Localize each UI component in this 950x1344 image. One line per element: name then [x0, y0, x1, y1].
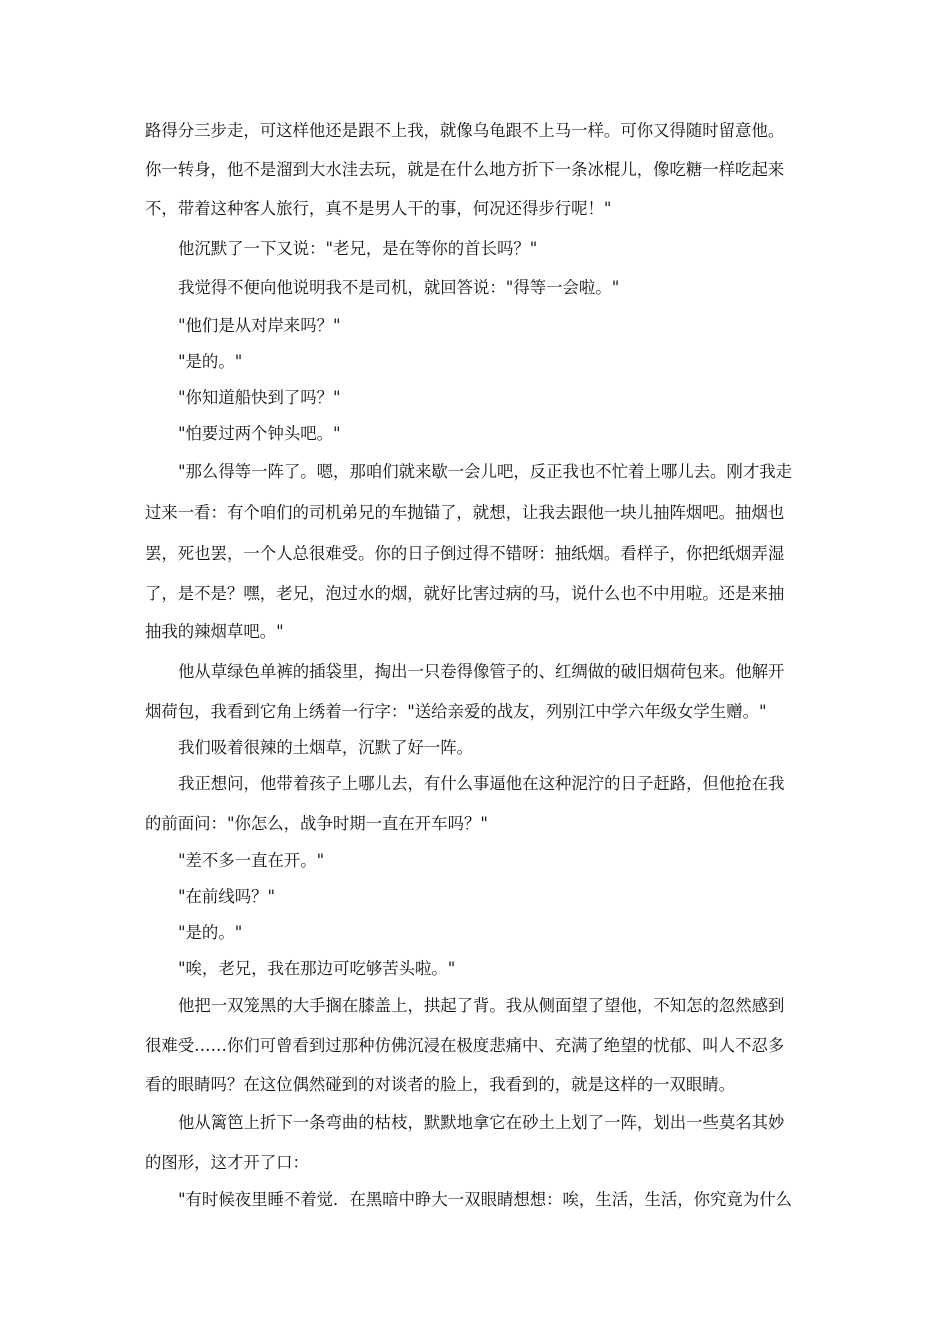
text-line: 他沉默了一下又说："老兄，是在等你的首长吗？": [178, 239, 538, 258]
text-line: "你知道船快到了吗？": [178, 388, 341, 407]
text-line: "是的。": [178, 923, 243, 942]
text-line: 的图形，这才开了口：: [145, 1153, 309, 1172]
text-line: 他把一双笼黑的大手搁在膝盖上，拱起了背。我从侧面望了望他，不知怎的忽然感到: [178, 996, 785, 1015]
text-line: 我们吸着很辣的土烟草，沉默了好一阵。: [178, 738, 474, 757]
text-line: "差不多一直在开。": [178, 851, 325, 870]
text-line: "怕要过两个钟头吧。": [178, 424, 341, 443]
text-line: 我正想问，他带着孩子上哪儿去，有什么事逼他在这种泥泞的日子赶路，但他抢在我: [178, 774, 785, 793]
text-line: 烟荷包，我看到它角上绣着一行字："送给亲爱的战友，列别江中学六年级女学生赠。": [145, 702, 767, 721]
text-line: 很难受……你们可曾看到过那种仿佛沉浸在极度悲痛中、充满了绝望的忧郁、叫人不忍多: [145, 1036, 785, 1055]
text-line: 路得分三步走，可这样他还是跟不上我，就像乌龟跟不上马一样。可你又得随时留意他。: [145, 121, 785, 140]
text-line: 他从篱笆上折下一条弯曲的枯枝，默默地拿它在砂土上划了一阵，划出一些莫名其妙: [178, 1113, 785, 1132]
text-line: "唉，老兄，我在那边可吃够苦头啦。": [178, 959, 456, 978]
text-line: "那么得等一阵了。嗯，那咱们就来歇一会儿吧，反正我也不忙着上哪儿去。刚才我走: [178, 462, 792, 481]
text-line: "有时候夜里睡不着觉．在黑暗中睁大一双眼睛想想：唉，生活，生活，你究竟为什么: [178, 1190, 792, 1209]
text-line: 抽我的辣烟草吧。": [145, 622, 284, 641]
text-line: 过来一看：有个咱们的司机弟兄的车抛锚了，就想，让我去跟他一块儿抽阵烟吧。抽烟也: [145, 503, 785, 522]
text-line: "他们是从对岸来吗？": [178, 316, 341, 335]
text-line: "在前线吗？": [178, 887, 276, 906]
text-line: 你一转身，他不是溜到大水洼去玩，就是在什么地方折下一条冰棍儿，像吃糖一样吃起来: [145, 160, 785, 179]
text-line: 不，带着这种客人旅行，真不是男人干的事，何况还得步行呢！": [145, 199, 612, 218]
text-line: 我觉得不便向他说明我不是司机，就回答说："得等一会啦。": [178, 278, 620, 297]
text-line: 了，是不是？嘿，老兄，泡过水的烟，就好比害过病的马，说什么也不中用啦。还是来抽: [145, 584, 785, 603]
text-line: 看的眼睛吗？在这位偶然碰到的对谈者的脸上，我看到的，就是这样的一双眼睛。: [145, 1075, 736, 1094]
text-line: 罢，死也罢，一个人总很难受。你的日子倒过得不错呀：抽纸烟。看样子，你把纸烟弄湿: [145, 544, 785, 563]
text-line: "是的。": [178, 352, 243, 371]
text-line: 他从草绿色单裤的插袋里，掏出一只卷得像管子的、红绸做的破旧烟荷包来。他解开: [178, 662, 785, 681]
text-line: 的前面问："你怎么，战争时期一直在开车吗？": [145, 814, 488, 833]
